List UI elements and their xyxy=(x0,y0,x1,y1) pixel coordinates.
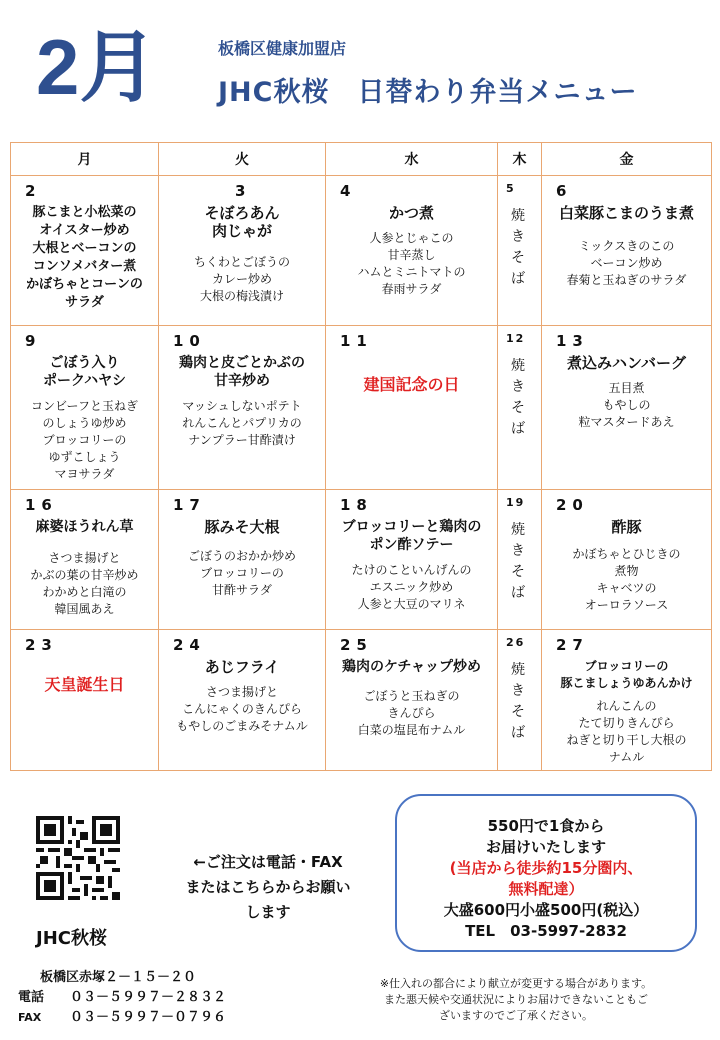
day-number: 4 xyxy=(340,182,357,200)
main-dish: 煮込みハンバーグ xyxy=(567,354,686,372)
day-cell xyxy=(11,326,159,490)
day-cell xyxy=(11,490,159,630)
side-line: ねぎと切り干し大根の xyxy=(566,733,687,747)
weekday-wed: 水 xyxy=(326,143,498,176)
dish-line: コンソメバター煮 xyxy=(32,259,137,274)
disclaimer-line: また悪天候や交通状況によりお届けできないこともご xyxy=(384,993,648,1006)
info-red-line: 無料配達） xyxy=(508,880,584,898)
dish-line: 鶏肉と皮ごとかぶの xyxy=(179,355,305,371)
side-line: 春雨サラダ xyxy=(381,282,442,296)
day-number: 3 xyxy=(235,182,252,200)
side-line: れんこんの xyxy=(596,699,657,713)
side-line: コンビーフと玉ねぎ xyxy=(31,399,138,413)
main-dish: あじフライ xyxy=(204,658,280,676)
info-line: 550円で1食から xyxy=(487,817,605,835)
day-cell xyxy=(159,630,326,771)
side-line: きんぴら xyxy=(387,706,436,720)
day-number: 2 xyxy=(25,182,42,200)
side-line: たて切りきんぴら xyxy=(578,716,675,730)
side-line: ごぼうと玉ねぎの xyxy=(363,689,460,703)
day-cell xyxy=(159,490,326,630)
week-row xyxy=(11,176,712,326)
day-number: 20 xyxy=(556,496,589,514)
dish-line: そぼろあん xyxy=(204,204,280,222)
yakisoba-vertical: 焼きそば xyxy=(511,522,525,601)
weekday-header-row xyxy=(11,143,712,176)
weekday-tue: 火 xyxy=(159,143,326,176)
fax-number: ０３－５９９７－０７９６ xyxy=(70,1010,227,1025)
day-number: 9 xyxy=(25,332,42,350)
side-dishes xyxy=(546,546,707,614)
dish-line: ポークハヤシ xyxy=(42,373,127,389)
day-cell-thursday xyxy=(498,326,542,490)
day-cell xyxy=(326,630,498,771)
main-dish: 鶏肉のケチャップ炒め xyxy=(341,659,482,675)
price-line: 大盛600円小盛500円(税込） xyxy=(443,901,649,919)
day-number: 6 xyxy=(556,182,573,200)
dish-line: オイスター炒め xyxy=(39,223,130,238)
week-row xyxy=(11,630,712,771)
main-dish xyxy=(163,204,321,240)
shop-name: JHC秋桜 xyxy=(36,928,107,949)
side-line: ゆずこしょう xyxy=(48,450,121,464)
day-number: 23 xyxy=(25,636,58,654)
yakisoba-vertical: 焼きそば xyxy=(511,208,525,287)
weekday-thu: 木 xyxy=(498,143,542,176)
address-text: 板橋区赤塚２－１５－２０ xyxy=(40,970,197,985)
order-line: ←ご注文は電話・FAX xyxy=(193,853,343,871)
day-number: 26 xyxy=(506,636,526,649)
holiday-label: 天皇誕生日 xyxy=(44,675,125,694)
main-dish: 酢豚 xyxy=(611,518,642,536)
side-line: かぶの葉の甘辛炒め xyxy=(30,568,139,582)
day-cell xyxy=(11,176,159,326)
side-line: わかめと白滝の xyxy=(42,585,127,599)
day-number: 16 xyxy=(25,496,58,514)
main-dish xyxy=(163,354,321,390)
side-dishes xyxy=(330,230,493,298)
side-dishes xyxy=(163,684,321,735)
side-line: こんにゃくのきんぴら xyxy=(182,702,302,716)
side-dishes xyxy=(163,398,321,449)
main-dish xyxy=(15,204,154,312)
delivery-info-box xyxy=(395,794,697,952)
day-number: 11 xyxy=(340,332,373,350)
day-cell xyxy=(326,490,498,630)
dish-line: ブロッコリーと鶏肉の xyxy=(341,519,482,535)
day-cell-thursday xyxy=(498,490,542,630)
phone-line: TEL 03-5997-2832 xyxy=(465,922,627,940)
day-number: 12 xyxy=(506,332,526,345)
dish-line: かぼちゃとコーンの xyxy=(26,277,143,292)
day-cell xyxy=(159,176,326,326)
side-line: ブロッコリーの xyxy=(42,433,127,447)
day-cell xyxy=(159,326,326,490)
week-row xyxy=(11,326,712,490)
side-line: さつま揚げと xyxy=(48,551,121,565)
day-cell-thursday xyxy=(498,176,542,326)
side-dishes xyxy=(546,380,707,431)
day-cell xyxy=(542,326,712,490)
dish-line: 豚こまと小松菜の xyxy=(32,205,137,220)
side-line: もやしのごまみそナムル xyxy=(176,719,308,733)
side-line: 韓国風あえ xyxy=(54,602,115,616)
info-red-line: (当店から徒歩約15分圏内、 xyxy=(449,859,643,877)
shop-subtitle: 板橋区健康加盟店 xyxy=(218,39,347,58)
dish-line: 甘辛炒め xyxy=(214,373,270,389)
side-line: エスニック炒め xyxy=(369,580,454,594)
side-line: たけのこといんげんの xyxy=(351,563,472,577)
main-dish xyxy=(15,354,154,390)
side-dishes xyxy=(163,548,321,599)
side-line: 人参とじゃこの xyxy=(369,231,454,245)
side-dishes xyxy=(546,238,707,289)
side-line: ブロッコリーの xyxy=(200,566,284,580)
day-cell-thursday xyxy=(498,630,542,771)
main-dish xyxy=(330,518,493,554)
day-cell xyxy=(542,490,712,630)
side-line: オーロラソース xyxy=(584,598,669,612)
main-dish: 白菜豚こまのうま煮 xyxy=(558,204,694,222)
holiday-label: 建国記念の日 xyxy=(363,375,460,394)
side-line: ナンプラー甘酢漬け xyxy=(188,433,296,447)
day-number: 19 xyxy=(506,496,526,509)
side-line: のしょうゆ炒め xyxy=(42,416,127,430)
dish-line: サラダ xyxy=(65,295,104,310)
fax-label: FAX xyxy=(18,1011,42,1024)
dish-line: 豚こましょうゆあんかけ xyxy=(560,676,693,690)
yakisoba-vertical: 焼きそば xyxy=(511,358,525,437)
side-line: カレー炒め xyxy=(211,272,272,286)
main-dish xyxy=(546,658,707,692)
day-cell xyxy=(542,630,712,771)
weekday-fri: 金 xyxy=(542,143,712,176)
day-cell xyxy=(326,176,498,326)
side-line: もやしの xyxy=(602,398,651,412)
side-line: 粒マスタードあえ xyxy=(578,415,675,429)
day-number: 5 xyxy=(506,182,516,195)
side-line: キャベツの xyxy=(596,581,657,595)
side-line: ハムとミニトマトの xyxy=(357,265,466,279)
order-instruction xyxy=(162,850,374,925)
day-number: 10 xyxy=(173,332,206,350)
order-line: します xyxy=(245,903,291,921)
day-cell xyxy=(542,176,712,326)
side-line: 春菊と玉ねぎのサラダ xyxy=(566,273,687,287)
disclaimer-line: ※仕入れの都合により献立が変更する場合があります。 xyxy=(379,977,653,990)
day-number: 24 xyxy=(173,636,206,654)
main-dish: 豚みそ大根 xyxy=(204,518,280,536)
tel-label: 電話 xyxy=(18,990,45,1005)
side-line: 五目煮 xyxy=(608,381,645,395)
side-line: 甘酢サラダ xyxy=(212,583,272,597)
side-line: マッシュしないポテト xyxy=(182,399,302,413)
side-line: 甘辛蒸し xyxy=(387,248,436,262)
day-number: 27 xyxy=(556,636,589,654)
side-line: かぼちゃとひじきの xyxy=(572,547,681,561)
dish-line: ポン酢ソテー xyxy=(369,537,454,553)
main-dish: かつ煮 xyxy=(388,204,434,222)
side-dishes xyxy=(15,398,154,483)
day-number: 25 xyxy=(340,636,373,654)
side-dishes xyxy=(163,254,321,305)
dish-line: ブロッコリーの xyxy=(584,659,669,673)
tel-number: ０３－５９９７－２８３２ xyxy=(70,990,227,1005)
dish-line: 肉じゃが xyxy=(211,222,272,240)
dish-line: 大根とベーコンの xyxy=(32,241,137,256)
side-line: 煮物 xyxy=(614,564,639,578)
side-line: 白菜の塩昆布ナムル xyxy=(357,723,466,737)
fax-row xyxy=(18,1008,226,1028)
disclaimer-note xyxy=(326,976,706,1024)
disclaimer-line: ざいますのでご了承ください。 xyxy=(439,1009,593,1022)
day-number: 18 xyxy=(340,496,373,514)
side-line: さつま揚げと xyxy=(205,685,278,699)
yakisoba-vertical: 焼きそば xyxy=(511,662,525,741)
qr-code-icon[interactable] xyxy=(36,816,120,900)
info-line: お届けいたします xyxy=(485,838,606,856)
weekday-mon: 月 xyxy=(11,143,159,176)
side-line: ナムル xyxy=(608,750,645,764)
side-line: マヨサラダ xyxy=(54,467,115,481)
side-dishes xyxy=(330,562,493,613)
side-line: 人参と大豆のマリネ xyxy=(357,597,466,611)
side-line: ごぼうのおかか炒め xyxy=(187,549,296,563)
tel-row xyxy=(18,988,226,1008)
side-dishes xyxy=(330,688,493,739)
month-title: 2月 xyxy=(36,23,158,111)
main-dish: 麻婆ほうれん草 xyxy=(35,519,134,535)
dish-line: ごぼう入り xyxy=(49,355,120,371)
side-line: ミックスきのこの xyxy=(578,239,675,253)
shop-address-block xyxy=(18,968,226,1028)
side-dishes xyxy=(546,698,707,766)
side-line: ベーコン炒め xyxy=(590,256,663,270)
menu-title: JHC秋桜 日替わり弁当メニュー xyxy=(218,77,638,108)
week-row xyxy=(11,490,712,630)
menu-calendar xyxy=(10,142,712,771)
day-number: 13 xyxy=(556,332,589,350)
day-cell xyxy=(326,326,498,490)
side-line: 大根の梅浅漬け xyxy=(199,289,284,303)
order-line: またはこちらからお願い xyxy=(185,878,351,896)
side-dishes xyxy=(15,550,154,618)
side-line: れんこんとパプリカの xyxy=(182,416,302,430)
day-number: 17 xyxy=(173,496,206,514)
day-cell xyxy=(11,630,159,771)
side-line: ちくわとごぼうの xyxy=(193,255,290,269)
